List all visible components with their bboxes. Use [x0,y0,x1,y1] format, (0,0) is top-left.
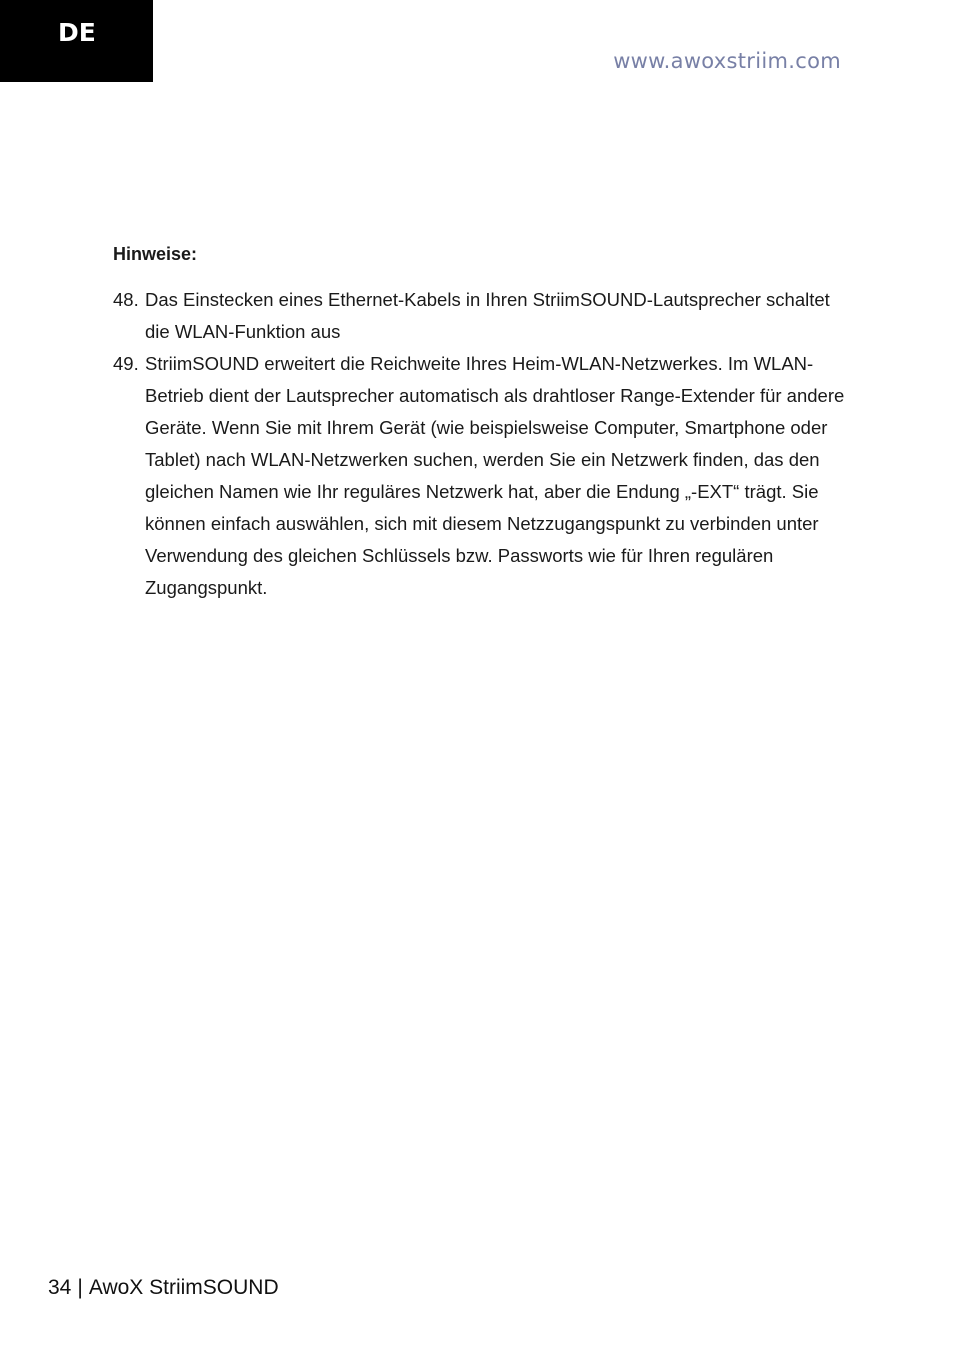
language-tab [0,0,153,82]
page-footer [48,1274,279,1302]
page-number: 34 [48,1276,72,1299]
list-item [113,348,848,604]
list-item-text: StriimSOUND erweitert die Reichweite Ihres Heim-WLAN-Netzwerkes. Im WLAN-Betrieb dient der Lautsprecher automatisch als drahtloser Range-Extender für andere Geräte. Wenn Sie mit Ihrem Gerät (wie beispielsweise Computer, Smartphone oder Tablet) nach WLAN-Netzwerken suchen, werden Sie ein Netzwerk finden, das den gleichen Namen wie Ihr reguläres Netzwerk hat, aber die Endung „-EXT“ trägt. Sie können einfach auswählen, sich mit diesem Netzzugangspunkt zu verbinden unter Verwendung des gleichen Schlüssels bzw. Passworts wie für Ihren regulären Zugangspunkt. [145,353,845,598]
notes-list [113,284,848,604]
notes-heading: Hinweise: [113,244,198,264]
product-name: AwoX StriimSOUND [88,1276,279,1299]
list-item-number: 48. [113,289,139,310]
list-item-text: Das Einstecken eines Ethernet-Kabels in Ihren StriimSOUND-Lautsprecher schaltet die WLAN-Funktion aus [145,289,830,342]
list-item [113,284,848,348]
footer-separator: | [77,1276,83,1299]
list-item-number: 49. [113,353,139,374]
language-label: DE [58,18,96,47]
website-url: www.awoxstriim.com [613,49,841,73]
page-content [113,240,848,604]
